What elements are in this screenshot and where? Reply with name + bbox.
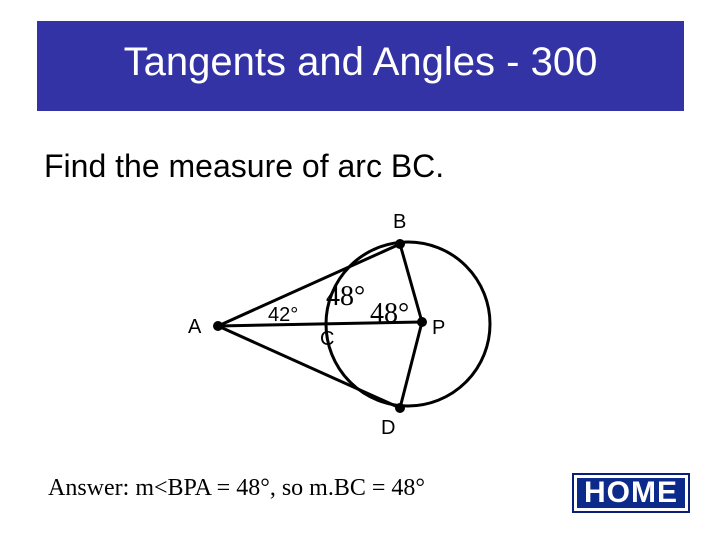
label-a: A [188, 316, 202, 338]
home-button[interactable] [574, 475, 688, 511]
label-d: D [381, 417, 396, 439]
point-b [395, 239, 405, 249]
home-label: HOME [584, 476, 678, 509]
answer-text: Answer: m<BPA = 48°, so m.BC = 48° [48, 475, 425, 501]
point-p [417, 317, 427, 327]
angle-p-label: 48° [370, 298, 410, 329]
point-d [395, 403, 405, 413]
slide-title: Tangents and Angles - 300 [123, 39, 598, 84]
label-c: C [320, 328, 335, 350]
point-a [213, 321, 223, 331]
tangent-line-ad [218, 326, 400, 408]
label-b: B [393, 211, 407, 233]
radius-pd [400, 322, 422, 408]
angle-a-label: 42° [268, 304, 299, 326]
question-text: Find the measure of arc BC. [44, 148, 445, 184]
angle-mid-label: 48° [326, 281, 366, 312]
label-p: P [432, 317, 446, 339]
